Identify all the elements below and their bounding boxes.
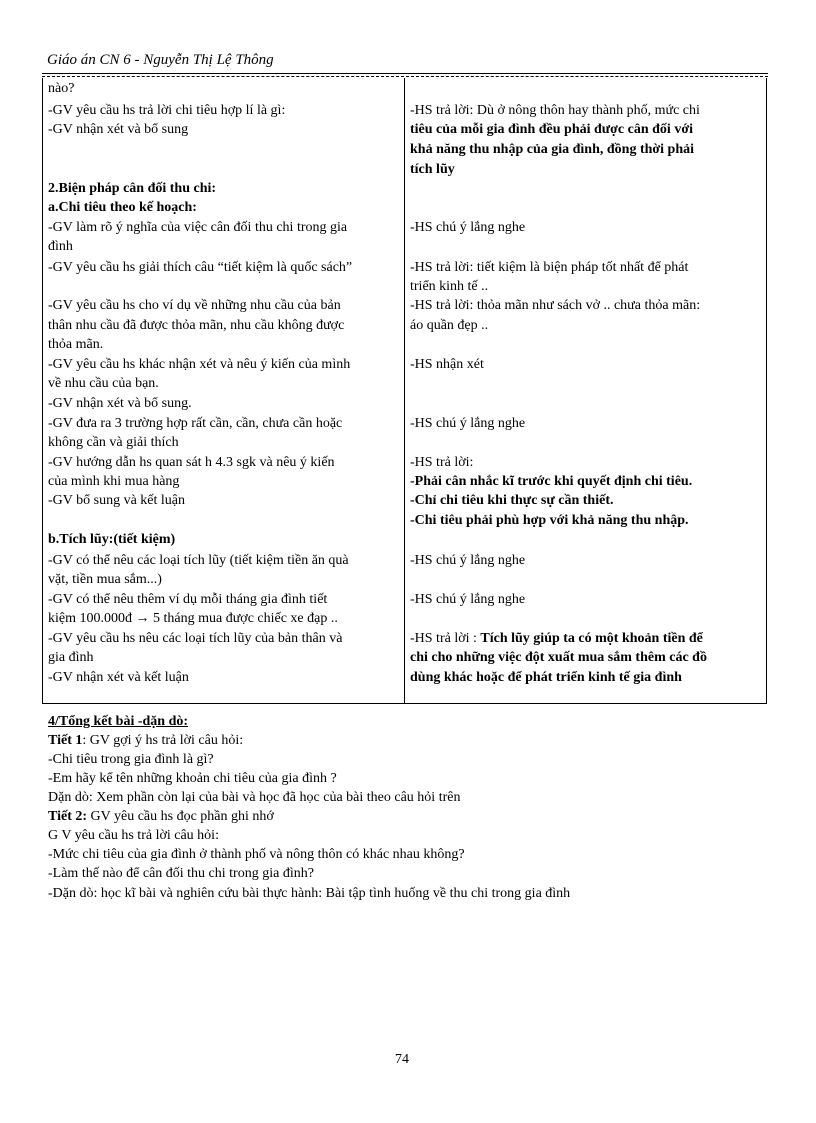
teacher-activity-line: -GV có thể nêu các loại tích lũy (tiết kiệm tiền ăn quà [48,553,349,568]
tiet2-label: Tiết 2: [48,809,88,824]
teacher-activity-line: nào? [48,81,75,96]
subsection-heading: a.Chi tiêu theo kế hoạch: [48,200,197,215]
student-activity-line: -HS chú ý lắng nghe [410,416,526,431]
tiet1-text: : GV gợi ý hs trả lời câu hỏi: [82,733,244,748]
teacher-activity-line: -GV có thể nêu thêm ví dụ mỗi tháng gia đình tiết [48,592,328,607]
summary-line: -Dặn dò: học kĩ bài và nghiên cứu bài thực hành: Bài tập tình huống về thu chi trong gia đình [48,886,571,901]
student-activity-line: tiêu của mỗi gia đình đều phải được cân đối với [410,122,693,137]
student-activity-line: triển kinh tế .. [410,279,489,294]
teacher-activity-line: kiệm 100.000đ → 5 tháng mua được chiếc xe đạp .. [48,611,338,626]
teacher-activity-line: đình [48,239,73,254]
page-number: 74 [395,1052,409,1067]
teacher-activity-line: thỏa mãn. [48,337,104,352]
teacher-activity-line: không cần và giải thích [48,435,179,450]
answer-bold: Tích lũy giúp ta có một khoản tiền để [480,631,703,646]
student-activity-line: -HS trả lời: Dù ở nông thôn hay thành phố, mức chi [410,103,700,118]
teacher-activity-line: thân nhu cầu đã được thỏa mãn, nhu cầu không được [48,318,345,333]
student-activity-line [410,629,703,648]
teacher-activity-line: gia đình [48,650,94,665]
student-activity-line: dùng khác hoặc để phát triển kinh tế gia đình [410,670,682,685]
header-rule [42,73,768,74]
teacher-activity-line: -GV hướng dẫn hs quan sát h 4.3 sgk và nêu ý kiến [48,455,335,470]
header-dashed-rule [42,76,768,77]
student-activity-line: khả năng thu nhập của gia đình, đồng thời phải [410,142,694,157]
teacher-activity-line: -GV làm rõ ý nghĩa của việc cân đối thu chi trong gia [48,220,348,235]
teacher-activity-line: -GV nhận xét và kết luận [48,670,189,685]
student-activity-line: -Phải cân nhắc kĩ trước khi quyết định chi tiêu. [410,474,693,489]
tiet1-label: Tiết 1 [48,733,83,748]
student-activity-line: -HS trả lời: tiết kiệm là biện pháp tốt nhất để phát [410,260,689,275]
student-activity-line: -HS chú ý lắng nghe [410,553,526,568]
answer-prefix: -HS trả lời : [410,631,481,646]
teacher-activity-line: -GV nhận xét và bổ sung. [48,396,192,411]
tiet2-text: GV yêu cầu hs đọc phần ghi nhớ [87,809,274,824]
teacher-activity-line: -GV yêu cầu hs giải thích câu “tiết kiệm là quốc sách” [48,260,353,275]
lesson-table [42,78,767,704]
student-activity-line: tích lũy [410,162,455,177]
teacher-activity-line: -GV đưa ra 3 trường hợp rất cần, cần, chưa cần hoặc [48,416,343,431]
summary-line: -Mức chi tiêu của gia đình ở thành phố và nông thôn có khác nhau không? [48,847,465,862]
student-activity-line: -HS trả lời: [410,455,474,470]
teacher-activity-line: vặt, tiền mua sắm...) [48,572,162,587]
summary-line: -Em hãy kể tên những khoản chi tiêu của gia đình ? [48,771,337,786]
teacher-activity-line: -GV bổ sung và kết luận [48,493,185,508]
summary-line: Dặn dò: Xem phần còn lại của bài và học đã học của bài theo câu hỏi trên [48,790,461,805]
student-activity-line: áo quần đẹp .. [410,318,489,333]
summary-line: -Chi tiêu trong gia đình là gì? [48,752,214,767]
summary-heading: 4/Tổng kết bài -dặn dò: [48,714,189,729]
student-activity-line: -Chỉ chi tiêu khi thực sự cần thiết. [410,493,614,508]
summary-line: -Làm thế nào để cân đối thu chi trong gia đình? [48,866,314,881]
student-activity-line: -HS chú ý lắng nghe [410,592,526,607]
teacher-activity-line: về nhu cầu của bạn. [48,376,159,391]
teacher-activity-line: -GV yêu cầu hs trả lời chi tiêu hợp lí là gì: [48,103,286,118]
student-activity-line: -Chi tiêu phải phù hợp với khả năng thu nhập. [410,513,689,528]
subsection-heading: b.Tích lũy:(tiết kiệm) [48,532,176,547]
document-header: Giáo án CN 6 - Nguyễn Thị Lệ Thông [47,52,274,68]
summary-line [48,807,274,826]
summary-line: G V yêu cầu hs trả lời câu hỏi: [48,828,219,843]
section-heading: 2.Biện pháp cân đối thu chi: [48,181,217,196]
teacher-activity-line: -GV yêu cầu hs cho ví dụ về những nhu cầu của bản [48,298,341,313]
student-activity-line: -HS nhận xét [410,357,484,372]
student-activity-line: chi cho những việc đột xuất mua sắm thêm các đồ [410,650,707,665]
student-activity-line: -HS chú ý lắng nghe [410,220,526,235]
student-activity-line: -HS trả lời: thỏa mãn như sách vở .. chưa thỏa mãn: [410,298,701,313]
column-divider [404,78,405,703]
summary-line [48,731,243,750]
teacher-activity-line: của mình khi mua hàng [48,474,180,489]
teacher-activity-line: -GV nhận xét và bổ sung [48,122,189,137]
teacher-activity-line: -GV yêu cầu hs nêu các loại tích lũy của bản thân và [48,631,343,646]
teacher-activity-line: -GV yêu cầu hs khác nhận xét và nêu ý kiến của mình [48,357,351,372]
